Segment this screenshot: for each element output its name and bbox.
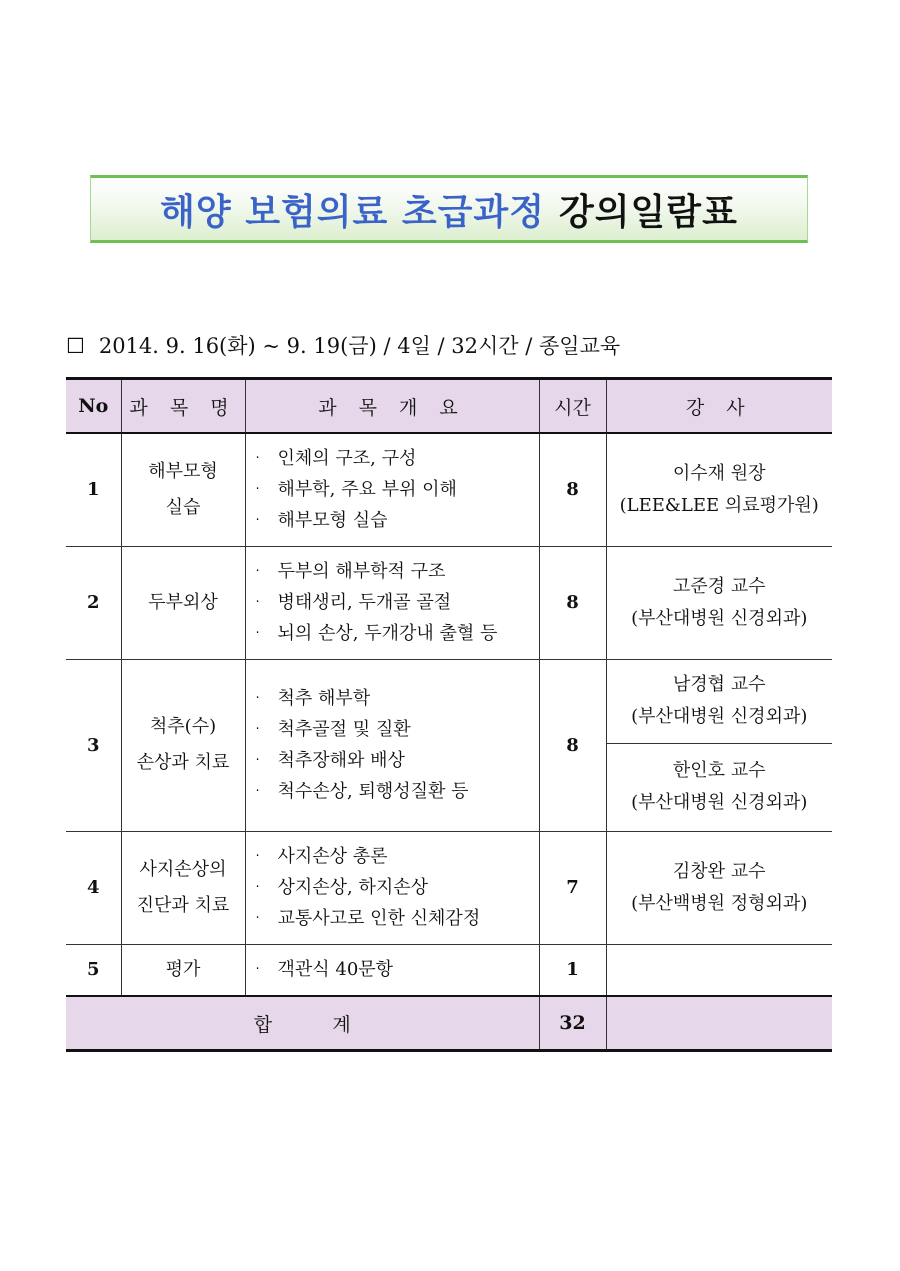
bullet-icon: · [255,513,260,529]
outline-item: · 해부학, 주요 부위 이해 [256,474,539,505]
header-hours: 시간 [539,379,606,434]
header-no: No [66,379,121,434]
row-number: 3 [66,659,121,831]
subject-line: 실습 [165,496,201,518]
row-number: 4 [66,831,121,944]
instructor-cell [606,433,832,546]
subject-line: 해부모형 [148,460,218,482]
hours-cell: 1 [539,944,606,996]
outline-item: · 척수손상, 퇴행성질환 등 [256,776,539,807]
instructor-affiliation: (부산대병원 신경외과) [631,607,808,629]
lecture-schedule-table [66,377,832,1052]
bullet-icon: · [255,880,260,895]
document-title [90,175,808,243]
bullet-icon: · [255,691,260,706]
outline-item: · 뇌의 손상, 두개강내 출혈 등 [256,618,539,649]
total-hours: 32 [539,996,606,1051]
outline-item: · 객관식 40문항 [256,954,539,985]
table-row [66,831,832,944]
bullet-icon: · [255,849,260,864]
instructor-cell [606,831,832,944]
subject-name [121,433,245,546]
bullet-icon: · [255,595,260,610]
bullet-icon: · [255,753,260,768]
bullet-icon: · [255,451,260,467]
instructor-cell [606,546,832,659]
outline-item: · 척추장해와 배상 [256,745,539,776]
outline-item: · 병태생리, 두개골 골절 [256,587,539,618]
table-row [66,659,832,743]
instructor-name: 이수재 원장 [672,462,766,484]
instructor-cell [606,944,832,996]
subject-outline [245,546,539,659]
bullet-icon: · [255,722,260,737]
table-row [66,944,832,996]
title-suffix: 강의일람표 [558,191,738,233]
instructor-affiliation: (부산대병원 신경외과) [631,792,808,813]
course-info-text: 2014. 9. 16(화) ~ 9. 19(금) / 4일 / 32시간 / 종일교육 [98,334,621,358]
header-instructor: 강 사 [606,379,832,434]
total-label: 합 계 [66,996,539,1051]
hours-cell: 8 [539,659,606,831]
header-subject: 과 목 명 [121,379,245,434]
outline-item: · 척추 해부학 [256,683,539,714]
outline-item: · 인체의 구조, 구성 [256,443,539,474]
subject-name [121,546,245,659]
subject-line: 진단과 치료 [136,894,230,916]
subject-outline [245,944,539,996]
bullet-icon: · [255,482,260,498]
subject-line: 손상과 치료 [136,752,230,773]
instructor-name: 남경협 교수 [672,674,766,695]
table-row [66,546,832,659]
table-row [66,433,832,546]
total-instructor-cell [606,996,832,1051]
instructor-affiliation: (부산대병원 신경외과) [631,706,808,727]
row-number: 2 [66,546,121,659]
outline-item: · 두부의 해부학적 구조 [256,556,539,587]
subject-outline [245,831,539,944]
checkbox-icon: ☐ [66,334,85,358]
outline-item: · 상지손상, 하지손상 [256,872,539,903]
bullet-icon: · [255,626,260,641]
subject-line: 척추(수) [149,716,217,737]
hours-cell: 8 [539,546,606,659]
subject-line: 사지손상의 [139,858,227,880]
subject-outline [245,433,539,546]
instructor-name: 고준경 교수 [672,575,766,597]
outline-item: · 척추골절 및 질환 [256,714,539,745]
outline-item: · 사지손상 총론 [256,841,539,872]
bullet-icon: · [255,962,260,978]
title-main: 해양 보험의료 초급과정 [160,191,545,233]
hours-cell: 8 [539,433,606,546]
bullet-icon: · [255,784,260,799]
bullet-icon: · [255,564,260,579]
instructor-affiliation: (LEE&LEE 의료평가원) [619,494,819,516]
outline-item: · 교통사고로 인한 신체감정 [256,903,539,934]
hours-cell: 7 [539,831,606,944]
subject-line: 평가 [165,958,201,980]
instructor-name: 김창완 교수 [672,860,766,882]
header-outline: 과 목 개 요 [245,379,539,434]
row-number: 5 [66,944,121,996]
course-info [66,330,620,360]
instructor-name: 한인호 교수 [672,760,766,781]
subject-name [121,659,245,831]
subject-outline [245,659,539,831]
instructor-affiliation: (부산백병원 정형외과) [631,892,808,914]
row-number: 1 [66,433,121,546]
total-row [66,996,832,1051]
instructor-cell [606,659,832,743]
subject-name [121,944,245,996]
bullet-icon: · [255,911,260,926]
outline-item: · 해부모형 실습 [256,505,539,536]
subject-name [121,831,245,944]
subject-line: 두부외상 [148,591,218,613]
instructor-cell [606,743,832,831]
table-header-row [66,379,832,434]
